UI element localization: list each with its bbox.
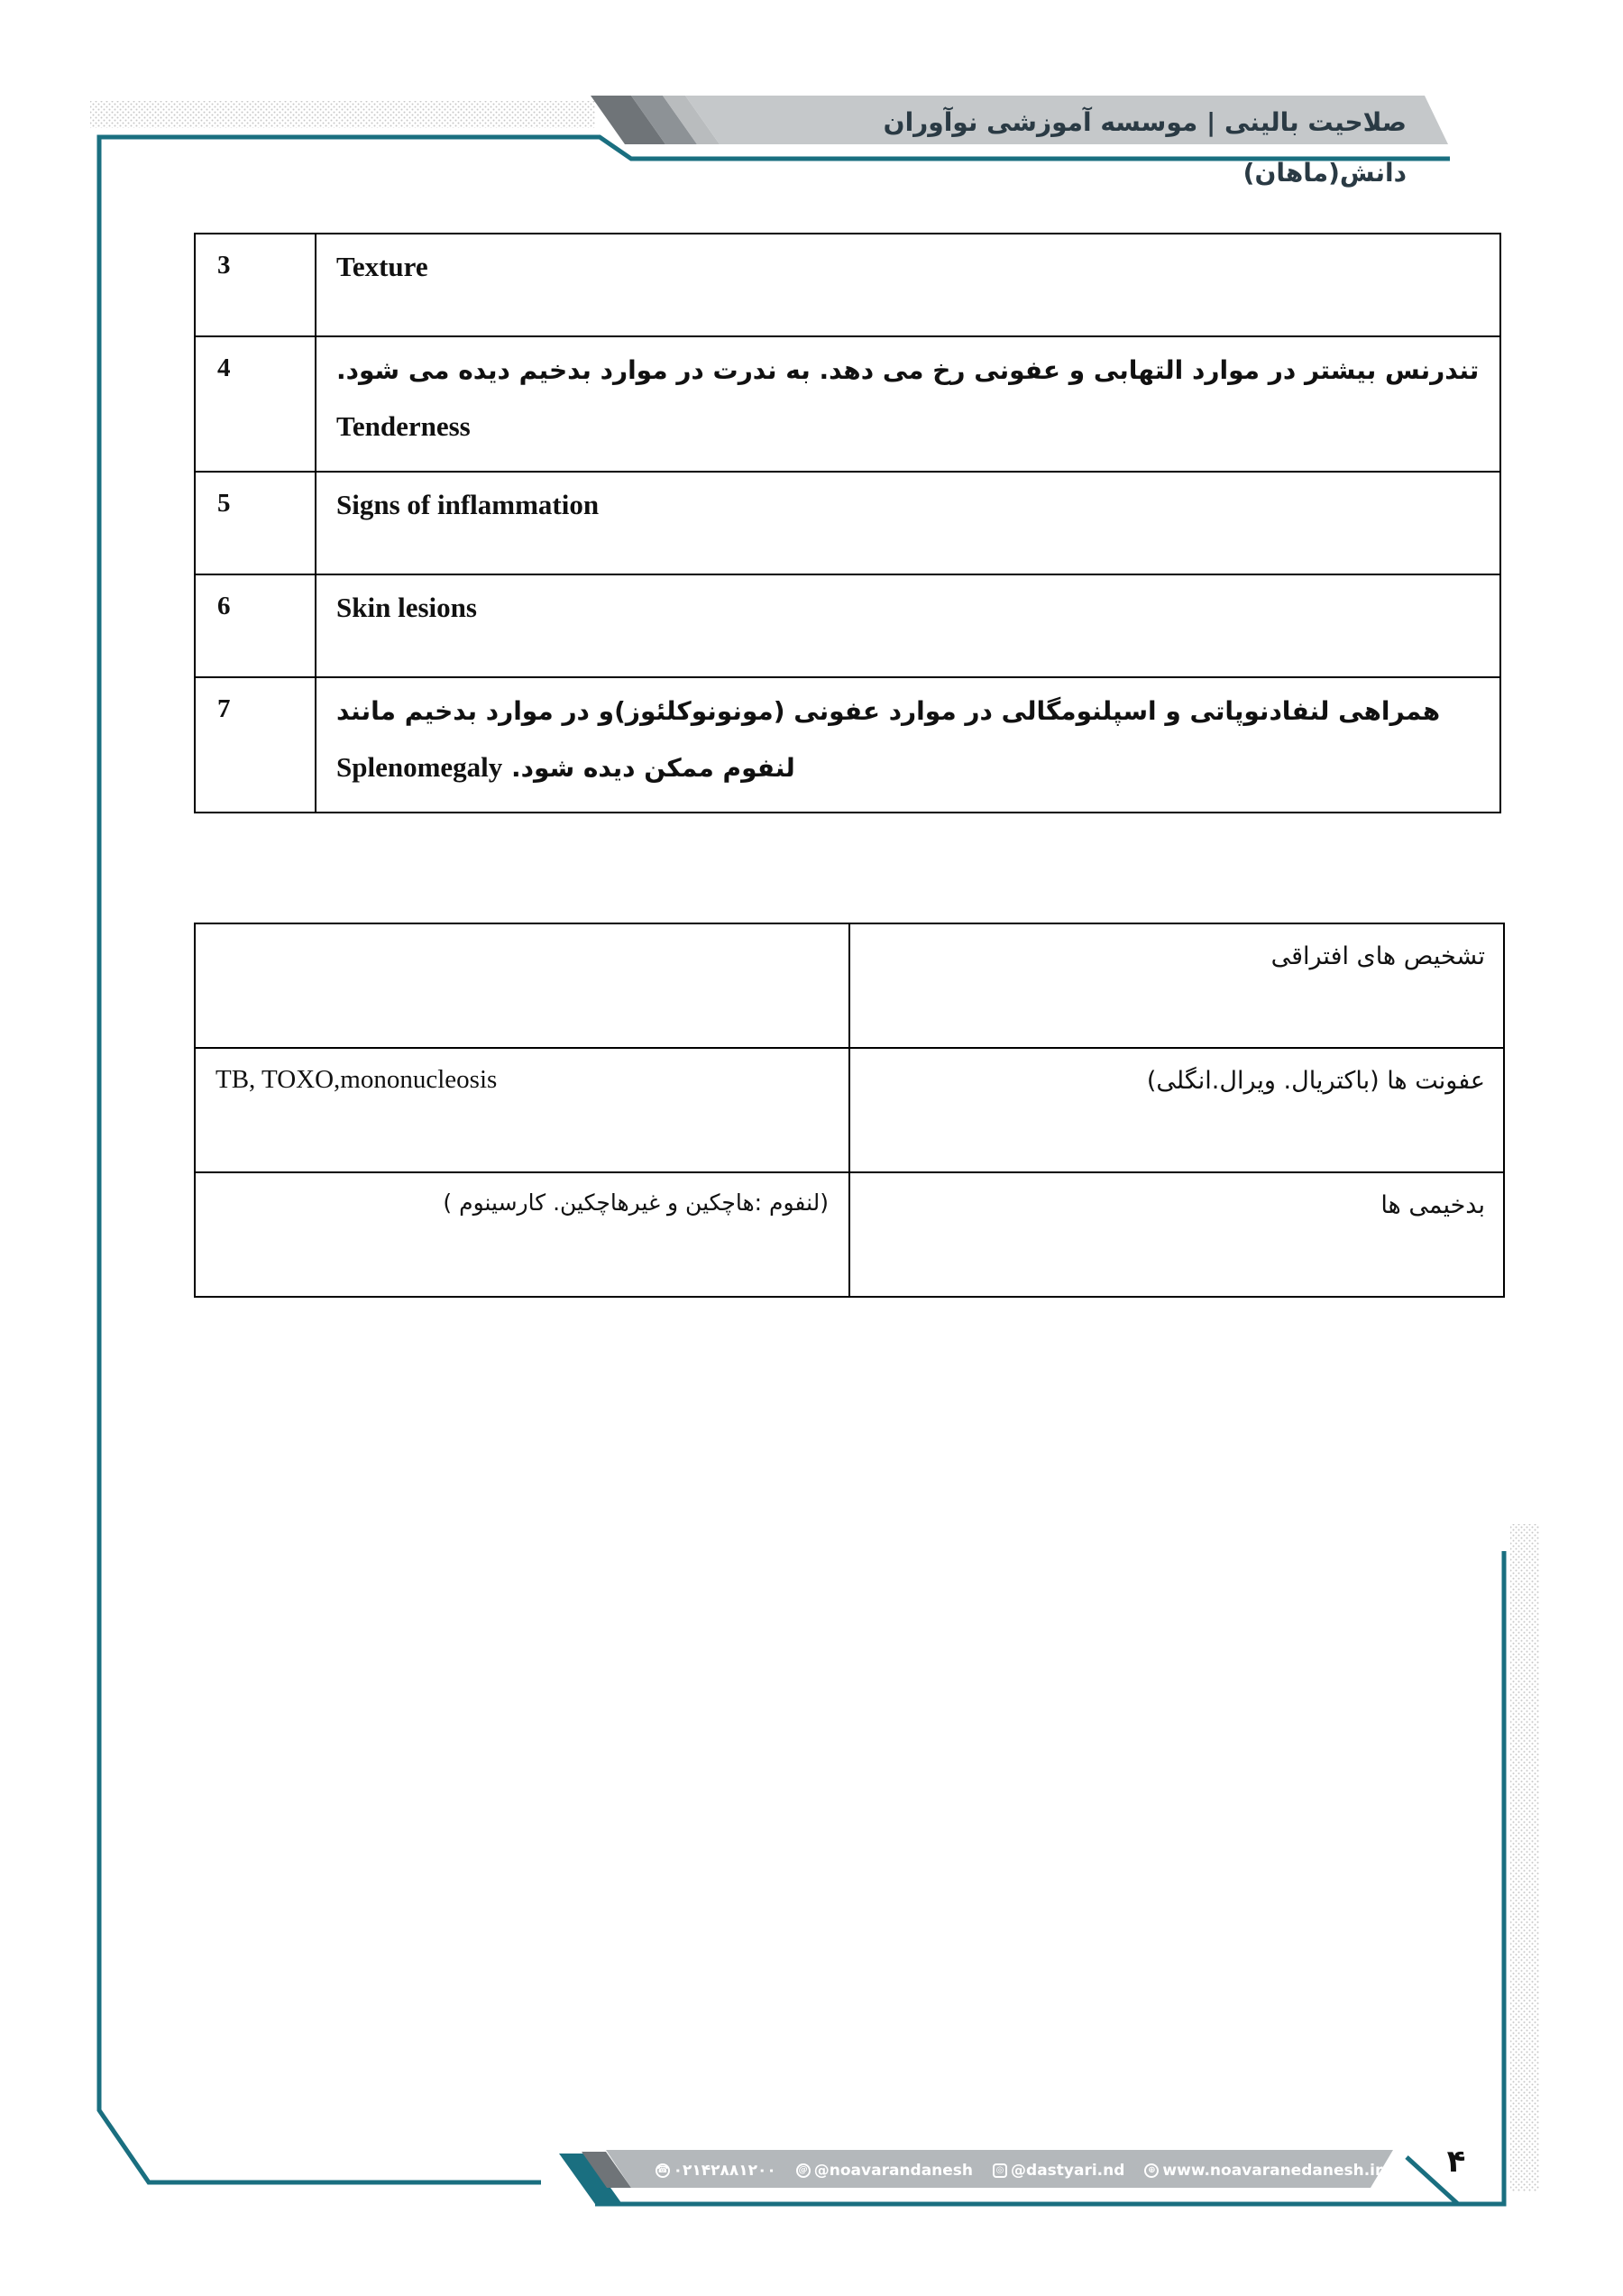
row-text [316,472,1500,574]
at-icon: @ [796,2163,811,2178]
footer-contacts [656,2151,1383,2190]
instagram-icon: ◎ [993,2163,1007,2178]
row-text [316,677,1500,813]
detail-cell: TB, TOXO,mononucleosis [195,1048,849,1172]
footer-instagram-2-text: @dastyari.nd [1011,2162,1125,2180]
table-row [195,1172,1504,1297]
row-text [316,234,1500,336]
row-number: 7 [195,677,316,813]
header-title: صلاحیت بالینی | موسسه آموزشی نوآوران دانش(ماهان) [883,107,1407,188]
footer-instagram-2[interactable] [993,2162,1124,2180]
header-dotted-strip [90,101,595,128]
category-cell: تشخیص های افتراقی [849,923,1504,1048]
category-cell: عفونت ها (باکتریال. ویرال.انگلی) [849,1048,1504,1172]
row-text-line [336,343,1480,455]
row-english: Skin lesions [336,592,477,623]
row-text [316,574,1500,677]
frame-bottom-left [99,1686,541,2182]
category-cell: بدخیمی ها [849,1172,1504,1297]
row-number: 4 [195,336,316,472]
row-persian: تندرنس بیشتر در موارد التهابی و عفونی رخ می دهد. به ندرت در موارد بدخیم دیده می شود. [336,355,1480,385]
globe-icon: ⊕ [1144,2163,1159,2178]
row-text [316,336,1500,472]
table-row [195,923,1504,1048]
row-english: Splenomegaly [336,751,503,783]
page-number: ۴ [1446,2144,1466,2180]
row-english: Signs of inflammation [336,489,600,520]
table-row [195,472,1500,574]
signs-table [194,233,1501,813]
row-text-line [336,684,1480,796]
table-row [195,336,1500,472]
table-row [195,234,1500,336]
footer-website[interactable] [1144,2162,1382,2180]
differential-table [194,923,1505,1298]
footer-phone-text: ۰۲۱۴۲۸۸۱۲۰۰ [673,2162,776,2180]
right-dotted-strip [1510,1524,1539,2191]
footer-website-text: www.noavaranedanesh.ir [1162,2162,1383,2180]
phone-icon: ☎ [656,2163,670,2178]
detail-cell: (لنفوم :هاچکین و غیرهاچکین. کارسینوم ) [195,1172,849,1297]
row-number: 5 [195,472,316,574]
row-number: 3 [195,234,316,336]
row-persian: همراهی لنفادنوپاتی و اسپلنومگالی در موارد عفونی (مونونوکلئوز)و در موارد بدخیم مانند لنفوم ممکن دیده شود. [336,696,1441,783]
row-number: 6 [195,574,316,677]
footer-instagram-1[interactable] [796,2162,973,2180]
row-english: Tenderness [336,410,471,442]
row-english: Texture [336,251,428,282]
frame-right [1407,1551,1504,2204]
table-row [195,1048,1504,1172]
footer-phone [656,2162,776,2180]
footer-instagram-1-text: @noavarandanesh [813,2162,974,2180]
detail-cell [195,923,849,1048]
table-row [195,677,1500,813]
table-row [195,574,1500,677]
